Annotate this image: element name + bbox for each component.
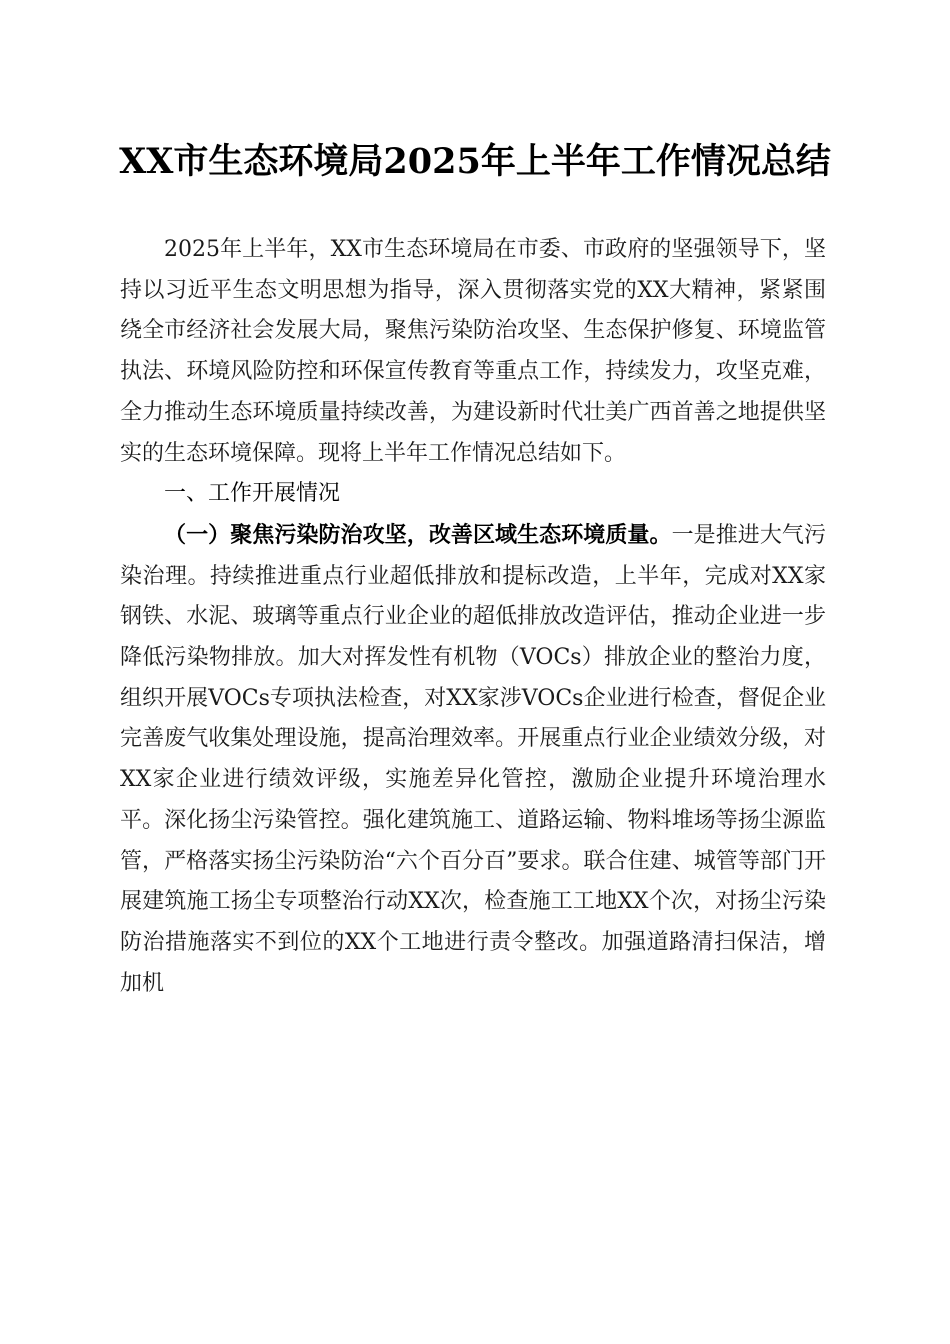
subsection-body: 一是推进大气污染治理。持续推进重点行业超低排放和提标改造，上半年，完成对XX家钢铁、水泥、玻璃等重点行业企业的超低排放改造评估，推动企业进一步降低污染物排放。加大对挥发性有机物（VOCs）排放企业的整治力度，组织开展VOCs专项执法检查，对XX家涉VOCs企业进行检查，督促企业完善废气收集处理设施，提高治理效率。开展重点行业企业绩效分级，对XX家企业进行绩效评级，实施差异化管控，激励企业提升环境治理水平。深化扬尘污染管控。强化建筑施工、道路运输、物料堆场等扬尘源监管，严格落实扬尘污染防治“六个百分百”要求。联合住建、城管等部门开展建筑施工扬尘专项整治行动XX次，检查施工工地XX个次，对扬尘污染防治措施落实不到位的XX个工地进行责令整改。加强道路清扫保洁，增加机 bbox=[120, 522, 826, 996]
document-title: XX市生态环境局2025年上半年工作情况总结 bbox=[119, 141, 831, 182]
subsection-paragraph bbox=[120, 515, 826, 1004]
document-body bbox=[120, 230, 826, 1004]
intro-paragraph: 2025年上半年，XX市生态环境局在市委、市政府的坚强领导下，坚持以习近平生态文明思想为指导，深入贯彻落实党的XX大精神，紧紧围绕全市经济社会发展大局，聚焦污染防治攻坚、生态保护修复、环境监管执法、环境风险防控和环保宣传教育等重点工作，持续发力，攻坚克难，全力推动生态环境质量持续改善，为建设新时代壮美广西首善之地提供坚实的生态环境保障。现将上半年工作情况总结如下。 bbox=[120, 237, 826, 466]
section-heading: 一、工作开展情况 bbox=[164, 481, 341, 507]
subsection-heading: （一）聚焦污染防治攻坚，改善区域生态环境质量。 bbox=[164, 521, 672, 548]
